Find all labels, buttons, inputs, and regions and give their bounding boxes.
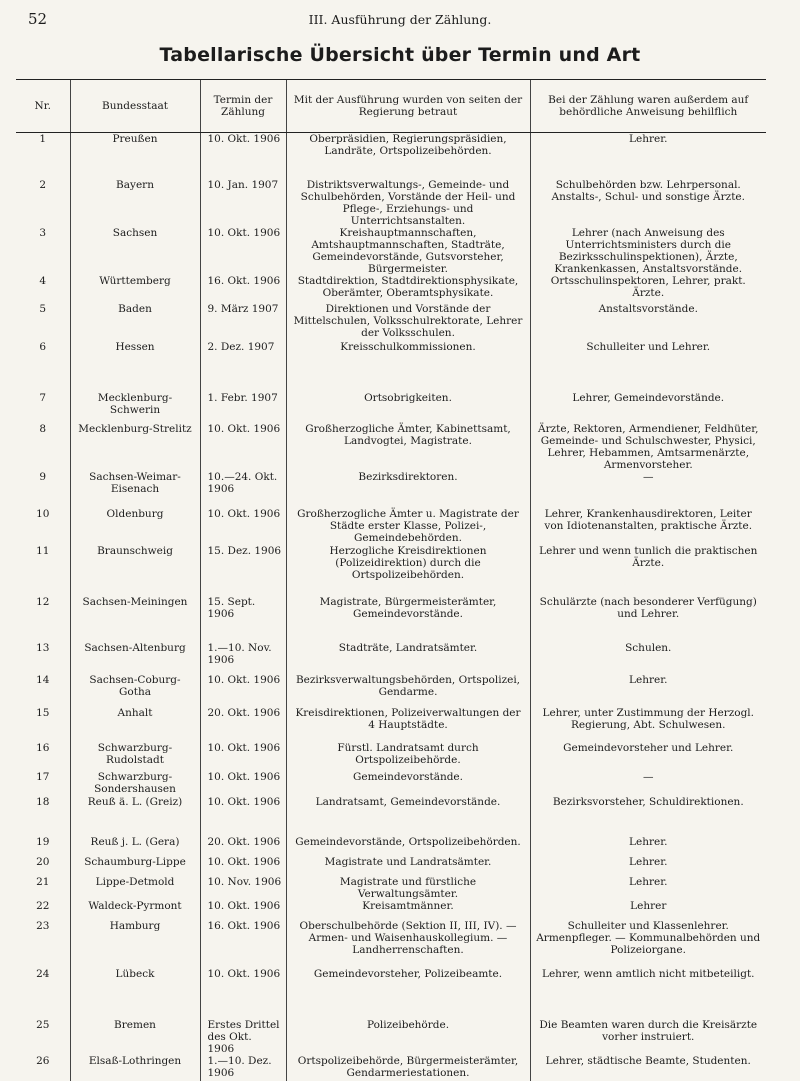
row-date: 1.—10. Dez. 1906 xyxy=(200,1055,286,1081)
row-state: Waldeck-Pyrmont xyxy=(70,900,200,920)
header-state: Bundesstaat xyxy=(70,80,200,133)
header-helpers: Bei der Zählung waren außerdem auf behördliche Anweisung behilflich xyxy=(530,80,766,133)
row-authority: Oberschulbehörde (Sektion II, III, IV). — Armen- und Waisenhauskollegium. — Landherrenschaften. xyxy=(286,920,530,968)
row-number: 23 xyxy=(16,920,70,968)
table-row xyxy=(16,707,766,742)
table-row xyxy=(16,392,766,423)
row-authority: Großherzogliche Ämter u. Magistrate der Städte erster Klasse, Polizei-, Gemeindebehörden. xyxy=(286,508,530,545)
page-number: 52 xyxy=(28,10,47,28)
row-authority: Distriktsverwaltungs-, Gemeinde- und Schulbehörden, Vorstände der Heil- und Pflege-, Erziehungs- und Unterrichtsanstalten. xyxy=(286,179,530,227)
header-authority: Mit der Ausführung wurden von seiten der Regierung betraut xyxy=(286,80,530,133)
row-state: Schaumburg-Lippe xyxy=(70,856,200,876)
row-date: 16. Okt. 1906 xyxy=(200,275,286,303)
row-date: 10. Okt. 1906 xyxy=(200,133,286,180)
table-row xyxy=(16,1055,766,1081)
row-state: Sachsen-Weimar-Eisenach xyxy=(70,471,200,508)
row-date: 10. Okt. 1906 xyxy=(200,742,286,771)
row-date: 10. Okt. 1906 xyxy=(200,227,286,275)
row-date: 10. Okt. 1906 xyxy=(200,508,286,545)
row-authority: Kreisamtmänner. xyxy=(286,900,530,920)
row-number: 6 xyxy=(16,341,70,392)
row-date: 15. Dez. 1906 xyxy=(200,545,286,596)
row-helpers: Lehrer und wenn tunlich die praktischen Ärzte. xyxy=(530,545,766,596)
row-state: Mecklenburg-Strelitz xyxy=(70,423,200,471)
row-authority: Kreisdirektionen, Polizeiverwaltungen der 4 Hauptstädte. xyxy=(286,707,530,742)
table-row xyxy=(16,856,766,876)
row-authority: Stadträte, Landratsämter. xyxy=(286,642,530,674)
row-authority: Magistrate, Bürgermeisterämter, Gemeindevorstände. xyxy=(286,596,530,642)
row-state: Braunschweig xyxy=(70,545,200,596)
row-number: 24 xyxy=(16,968,70,1019)
row-authority: Oberpräsidien, Regierungspräsidien, Landräte, Ortspolizeibehörden. xyxy=(286,133,530,180)
row-helpers: Schulleiter und Klassenlehrer. Armenpfleger. — Kommunalbehörden und Polizeiorgane. xyxy=(530,920,766,968)
row-state: Preußen xyxy=(70,133,200,180)
row-date: 16. Okt. 1906 xyxy=(200,920,286,968)
overview-table xyxy=(16,79,766,1081)
row-state: Schwarzburg-Sondershausen xyxy=(70,771,200,796)
row-helpers: Lehrer. xyxy=(530,674,766,707)
row-date: 2. Dez. 1907 xyxy=(200,341,286,392)
table-row xyxy=(16,836,766,856)
row-number: 11 xyxy=(16,545,70,596)
table-row xyxy=(16,303,766,341)
row-state: Reuß j. L. (Gera) xyxy=(70,836,200,856)
table-row xyxy=(16,742,766,771)
row-helpers: Gemeindevorsteher und Lehrer. xyxy=(530,742,766,771)
row-number: 20 xyxy=(16,856,70,876)
row-authority: Fürstl. Landratsamt durch Ortspolizeibehörde. xyxy=(286,742,530,771)
row-state: Bayern xyxy=(70,179,200,227)
row-authority: Großherzogliche Ämter, Kabinettsamt, Landvogtei, Magistrate. xyxy=(286,423,530,471)
table-header-row xyxy=(16,80,766,133)
table-row xyxy=(16,545,766,596)
table-row xyxy=(16,471,766,508)
row-number: 12 xyxy=(16,596,70,642)
table-row xyxy=(16,1019,766,1055)
row-helpers: Die Beamten waren durch die Kreisärzte vorher instruiert. xyxy=(530,1019,766,1055)
row-authority: Kreishauptmannschaften, Amtshauptmannschaften, Stadträte, Gemeindevorstände, Gutsvorsteher, Bürgermeister. xyxy=(286,227,530,275)
row-authority: Magistrate und Landratsämter. xyxy=(286,856,530,876)
row-date: 9. März 1907 xyxy=(200,303,286,341)
row-date: 10. Okt. 1906 xyxy=(200,796,286,836)
row-state: Hamburg xyxy=(70,920,200,968)
row-number: 17 xyxy=(16,771,70,796)
row-number: 9 xyxy=(16,471,70,508)
table-row xyxy=(16,771,766,796)
row-date: 10. Okt. 1906 xyxy=(200,423,286,471)
row-helpers: Lehrer. xyxy=(530,133,766,180)
row-number: 2 xyxy=(16,179,70,227)
row-state: Hessen xyxy=(70,341,200,392)
table-row xyxy=(16,674,766,707)
row-authority: Polizeibehörde. xyxy=(286,1019,530,1055)
table-body xyxy=(16,133,766,1081)
row-number: 18 xyxy=(16,796,70,836)
table-row xyxy=(16,508,766,545)
row-number: 21 xyxy=(16,876,70,900)
table-row xyxy=(16,227,766,275)
table-row xyxy=(16,876,766,900)
row-authority: Magistrate und fürstliche Verwaltungsämter. xyxy=(286,876,530,900)
row-number: 13 xyxy=(16,642,70,674)
table-row xyxy=(16,642,766,674)
row-state: Mecklenburg-Schwerin xyxy=(70,392,200,423)
table-row xyxy=(16,179,766,227)
row-helpers: Lehrer. xyxy=(530,876,766,900)
table-row xyxy=(16,796,766,836)
row-date: 10. Okt. 1906 xyxy=(200,968,286,1019)
table-row xyxy=(16,920,766,968)
header-date: Termin der Zählung xyxy=(200,80,286,133)
row-date: 10. Jan. 1907 xyxy=(200,179,286,227)
row-number: 3 xyxy=(16,227,70,275)
table-row xyxy=(16,423,766,471)
row-date: 1.—10. Nov. 1906 xyxy=(200,642,286,674)
row-state: Elsaß-Lothringen xyxy=(70,1055,200,1081)
row-helpers: Ärzte, Rektoren, Armendiener, Feldhüter, Gemeinde- und Schulschwester, Physici, Lehrer, Hebammen, Amtsarmenärzte, Armenvorsteher. xyxy=(530,423,766,471)
row-state: Anhalt xyxy=(70,707,200,742)
row-authority: Herzogliche Kreisdirektionen (Polizeidirektion) durch die Ortspolizeibehörden. xyxy=(286,545,530,596)
table-row xyxy=(16,275,766,303)
row-helpers: Lehrer, Krankenhausdirektoren, Leiter von Idiotenanstalten, praktische Ärzte. xyxy=(530,508,766,545)
page-title: Tabellarische Übersicht über Termin und Art xyxy=(0,44,800,66)
row-date: 15. Sept. 1906 xyxy=(200,596,286,642)
row-helpers: Lehrer, unter Zustimmung der Herzogl. Regierung, Abt. Schulwesen. xyxy=(530,707,766,742)
row-helpers: Schulärzte (nach besonderer Verfügung) und Lehrer. xyxy=(530,596,766,642)
row-date: 10. Okt. 1906 xyxy=(200,674,286,707)
row-number: 8 xyxy=(16,423,70,471)
table-row xyxy=(16,341,766,392)
row-number: 16 xyxy=(16,742,70,771)
row-state: Sachsen-Altenburg xyxy=(70,642,200,674)
row-helpers: Lehrer, wenn amtlich nicht mitbeteiligt. xyxy=(530,968,766,1019)
row-authority: Gemeindevorsteher, Polizeibeamte. xyxy=(286,968,530,1019)
row-state: Württemberg xyxy=(70,275,200,303)
row-helpers: Schulbehörden bzw. Lehrpersonal. Anstalts-, Schul- und sonstige Ärzte. xyxy=(530,179,766,227)
row-number: 1 xyxy=(16,133,70,180)
row-number: 22 xyxy=(16,900,70,920)
row-date: 20. Okt. 1906 xyxy=(200,836,286,856)
row-helpers: Lehrer. xyxy=(530,836,766,856)
row-state: Bremen xyxy=(70,1019,200,1055)
row-date: 10. Okt. 1906 xyxy=(200,771,286,796)
running-head: III. Ausführung der Zählung. xyxy=(0,12,800,27)
row-state: Lübeck xyxy=(70,968,200,1019)
row-helpers: — xyxy=(530,771,766,796)
row-helpers: Lehrer, Gemeindevorstände. xyxy=(530,392,766,423)
row-helpers: Lehrer (nach Anweisung des Unterrichtsministers durch die Bezirksschulinspektionen), Ärzte, Krankenkassen, Anstaltsvorstände. xyxy=(530,227,766,275)
row-state: Schwarzburg-Rudolstadt xyxy=(70,742,200,771)
row-helpers: Ortsschulinspektoren, Lehrer, prakt. Ärzte. xyxy=(530,275,766,303)
row-number: 19 xyxy=(16,836,70,856)
table-row xyxy=(16,900,766,920)
row-date: Erstes Drittel des Okt. 1906 xyxy=(200,1019,286,1055)
row-authority: Kreisschulkommissionen. xyxy=(286,341,530,392)
row-authority: Bezirksdirektoren. xyxy=(286,471,530,508)
row-number: 26 xyxy=(16,1055,70,1081)
row-date: 10.—24. Okt. 1906 xyxy=(200,471,286,508)
table-row xyxy=(16,968,766,1019)
row-state: Lippe-Detmold xyxy=(70,876,200,900)
row-state: Sachsen xyxy=(70,227,200,275)
header-nr: Nr. xyxy=(16,80,70,133)
row-helpers: Anstaltsvorstände. xyxy=(530,303,766,341)
row-number: 15 xyxy=(16,707,70,742)
row-helpers: Lehrer, städtische Beamte, Studenten. xyxy=(530,1055,766,1081)
row-helpers: Schulen. xyxy=(530,642,766,674)
row-helpers: — xyxy=(530,471,766,508)
row-date: 10. Nov. 1906 xyxy=(200,876,286,900)
row-authority: Direktionen und Vorstände der Mittelschulen, Volksschulrektorate, Lehrer der Volksschulen. xyxy=(286,303,530,341)
row-helpers: Schulleiter und Lehrer. xyxy=(530,341,766,392)
row-date: 20. Okt. 1906 xyxy=(200,707,286,742)
row-state: Baden xyxy=(70,303,200,341)
row-authority: Bezirksverwaltungsbehörden, Ortspolizei, Gendarme. xyxy=(286,674,530,707)
row-helpers: Bezirksvorsteher, Schuldirektionen. xyxy=(530,796,766,836)
row-number: 7 xyxy=(16,392,70,423)
row-authority: Ortsobrigkeiten. xyxy=(286,392,530,423)
row-number: 25 xyxy=(16,1019,70,1055)
row-authority: Ortspolizeibehörde, Bürgermeisterämter, Gendarmeriestationen. xyxy=(286,1055,530,1081)
row-authority: Gemeindevorstände. xyxy=(286,771,530,796)
row-date: 1. Febr. 1907 xyxy=(200,392,286,423)
table-row xyxy=(16,133,766,180)
row-number: 4 xyxy=(16,275,70,303)
row-authority: Stadtdirektion, Stadtdirektionsphysikate, Oberämter, Oberamtsphysikate. xyxy=(286,275,530,303)
row-authority: Gemeindevorstände, Ortspolizeibehörden. xyxy=(286,836,530,856)
row-state: Oldenburg xyxy=(70,508,200,545)
row-number: 10 xyxy=(16,508,70,545)
row-state: Sachsen-Coburg-Gotha xyxy=(70,674,200,707)
row-helpers: Lehrer xyxy=(530,900,766,920)
row-number: 5 xyxy=(16,303,70,341)
row-date: 10. Okt. 1906 xyxy=(200,900,286,920)
row-number: 14 xyxy=(16,674,70,707)
row-authority: Landratsamt, Gemeindevorstände. xyxy=(286,796,530,836)
row-state: Sachsen-Meiningen xyxy=(70,596,200,642)
row-helpers: Lehrer. xyxy=(530,856,766,876)
table-row xyxy=(16,596,766,642)
row-state: Reuß ä. L. (Greiz) xyxy=(70,796,200,836)
row-date: 10. Okt. 1906 xyxy=(200,856,286,876)
